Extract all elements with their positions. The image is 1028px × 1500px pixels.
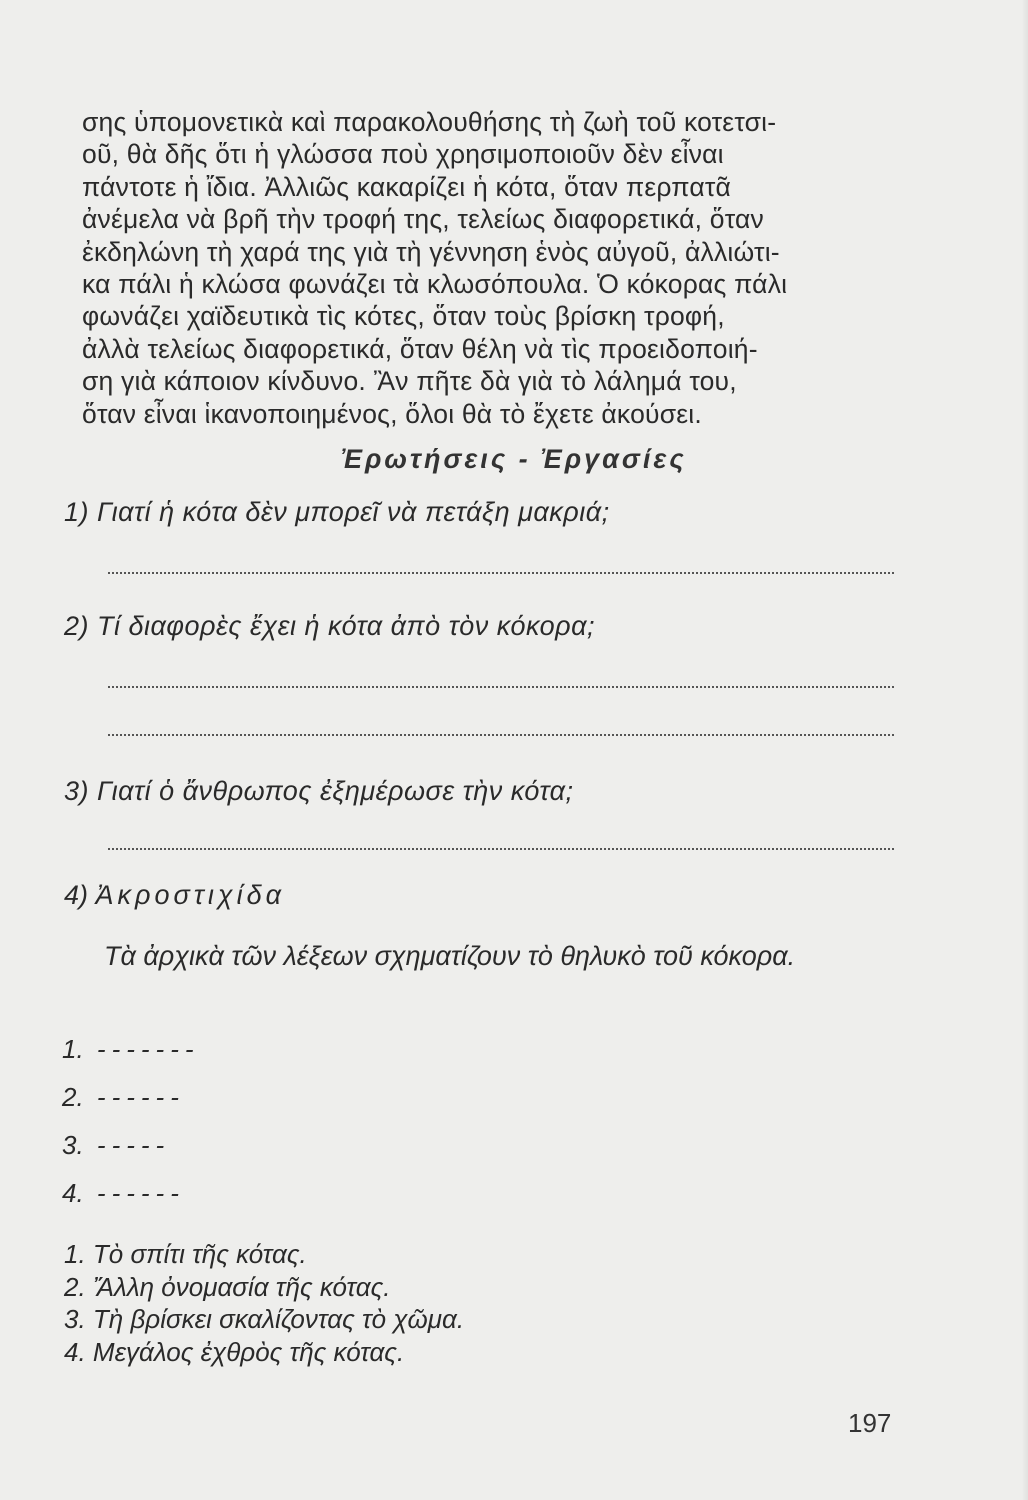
acrostic-row-2[interactable] bbox=[62, 1082, 185, 1113]
acrostic-blanks[interactable]: ------ bbox=[96, 1082, 185, 1112]
acrostic-row-label: 3. bbox=[62, 1130, 84, 1160]
acrostic-title bbox=[64, 880, 285, 911]
answer-line-2b[interactable] bbox=[108, 734, 894, 736]
acrostic-row-1[interactable] bbox=[62, 1034, 200, 1065]
acrostic-clue: 4. Μεγάλος ἐχθρὸς τῆς κότας. bbox=[64, 1336, 405, 1367]
question-3: 3) Γιατί ὁ ἄνθρωπος ἐξημέρωσε τὴν κότα; bbox=[64, 776, 574, 806]
acrostic-label: Ἀκροστιχίδα bbox=[95, 880, 286, 910]
passage-line: ὅταν εἶναι ἱκανοποιημένος, ὅλοι θὰ τὸ ἔχετε ἀκούσει. bbox=[82, 398, 702, 429]
acrostic-clue: 1. Τὸ σπίτι τῆς κότας. bbox=[64, 1239, 307, 1269]
passage-line: φωνάζει χαϊδευτικὰ τὶς κότες, ὅταν τοὺς βρίσκη τροφή, bbox=[82, 301, 725, 332]
acrostic-clue: 3. Τὴ βρίσκει σκαλίζοντας τὸ χῶμα. bbox=[64, 1304, 465, 1334]
passage-line: ἀνέμελα νὰ βρῆ τὴν τροφή της, τελείως διαφορετικά, ὅταν bbox=[82, 204, 764, 235]
acrostic-row-4[interactable] bbox=[62, 1178, 185, 1209]
passage-line: ἀλλὰ τελείως διαφορετικά, ὅταν θέλη νὰ τὶς προειδοποιή- bbox=[82, 333, 758, 364]
acrostic-instruction: Τὰ ἀρχικὰ τῶν λέξεων σχηματίζουν τὸ θηλυκὸ τοῦ κόκορα. bbox=[104, 941, 796, 971]
acrostic-row-label: 1. bbox=[62, 1034, 84, 1064]
passage-line: οῦ, θὰ δῆς ὅτι ἡ γλώσσα ποὺ χρησιμοποιοῦν δὲν εἶναι bbox=[82, 139, 724, 170]
question-2: 2) Τί διαφορὲς ἔχει ἡ κότα ἀπὸ τὸν κόκορα; bbox=[64, 611, 596, 641]
acrostic-clue: 2. Ἄλλη ὀνομασία τῆς κότας. bbox=[64, 1271, 391, 1302]
answer-line-1[interactable] bbox=[108, 572, 894, 574]
answer-line-2a[interactable] bbox=[108, 686, 894, 688]
passage-line: σης ὑπομονετικὰ καὶ παρακολουθήσης τὴ ζωὴ τοῦ κοτετσι- bbox=[82, 107, 777, 137]
acrostic-number: 4) bbox=[64, 880, 89, 910]
passage-line: ἐκδηλώνη τὴ χαρά της γιὰ τὴ γέννηση ἑνὸς αὐγοῦ, ἀλλιώτι- bbox=[82, 236, 780, 267]
acrostic-row-3[interactable] bbox=[62, 1130, 170, 1161]
passage-text bbox=[82, 106, 912, 430]
acrostic-clues bbox=[64, 1238, 464, 1368]
passage-line: πάντοτε ἡ ἴδια. Ἀλλιῶς κακαρίζει ἡ κότα, ὅταν περπατᾶ bbox=[82, 171, 732, 202]
acrostic-blanks[interactable]: ------- bbox=[96, 1034, 200, 1064]
acrostic-row-label: 4. bbox=[62, 1178, 84, 1208]
page-number: 197 bbox=[848, 1408, 892, 1438]
question-1: 1) Γιατί ἡ κότα δὲν μπορεῖ νὰ πετάξη μακριά; bbox=[64, 497, 610, 527]
answer-line-3[interactable] bbox=[108, 848, 894, 850]
acrostic-row-label: 2. bbox=[62, 1082, 84, 1112]
passage-line: κα πάλι ἡ κλώσα φωνάζει τὰ κλωσόπουλα. Ὁ κόκορας πάλι bbox=[82, 268, 788, 299]
acrostic-blanks[interactable]: ----- bbox=[96, 1130, 171, 1160]
acrostic-blanks[interactable]: ------ bbox=[96, 1178, 185, 1208]
passage-line: ση γιὰ κάποιον κίνδυνο. Ἂν πῆτε δὰ γιὰ τὸ λάλημά του, bbox=[82, 366, 737, 397]
section-heading: Ἐρωτήσεις - Ἐργασίες bbox=[341, 444, 687, 474]
page-edge-shadow bbox=[1022, 0, 1028, 1500]
